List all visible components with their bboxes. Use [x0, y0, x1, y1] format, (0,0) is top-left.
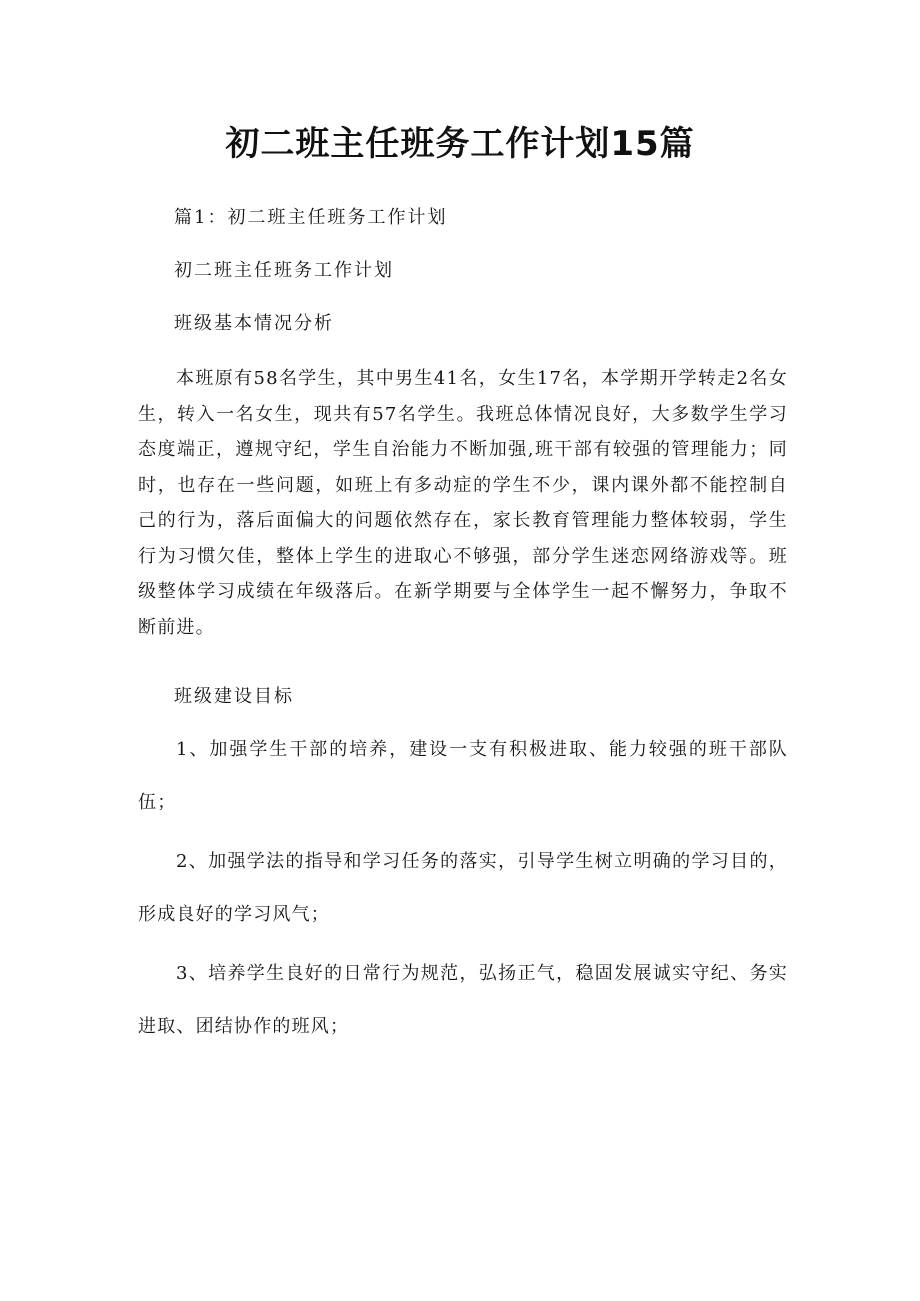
document-title: 初二班主任班务工作计划15篇 [225, 124, 695, 164]
goal-item: 2、加强学法的指导和学习任务的落实，引导学生树立明确的学习目的，形成良好的学习风气； [138, 851, 788, 925]
chapter-heading: 篇1：初二班主任班务工作计划 [174, 207, 448, 228]
document-subtitle: 初二班主任班务工作计划 [174, 260, 394, 281]
goal-item: 3、培养学生良好的日常行为规范，弘扬正气，稳固发展诚实守纪、务实进取、团结协作的班风； [138, 963, 788, 1037]
document-body [138, 200, 788, 1053]
goal-item: 1、加强学生干部的培养，建设一支有积极进取、能力较强的班干部队伍； [138, 739, 788, 813]
section-heading-class-goals: 班级建设目标 [174, 686, 294, 707]
class-analysis-paragraph: 本班原有58名学生，其中男生41名，女生17名，本学期开学转走2名女生，转入一名女生，现共有57名学生。我班总体情况良好，大多数学生学习态度端正，遵规守纪，学生自治能力不断加强,班干部有较强的管理能力；同时，也存在一些问题，如班上有多动症的学生不少，课内课外都不能控制自己的行为，落后面偏大的问题依然存在，家长教育管理能力整体较弱，学生行为习惯欠佳，整体上学生的进取心不够强，部分学生迷恋网络游戏等。班级整体学习成绩在年级落后。在新学期要与全体学生一起不懈努力，争取不断前进。 [138, 368, 788, 638]
section-heading-class-analysis: 班级基本情况分析 [174, 313, 334, 334]
